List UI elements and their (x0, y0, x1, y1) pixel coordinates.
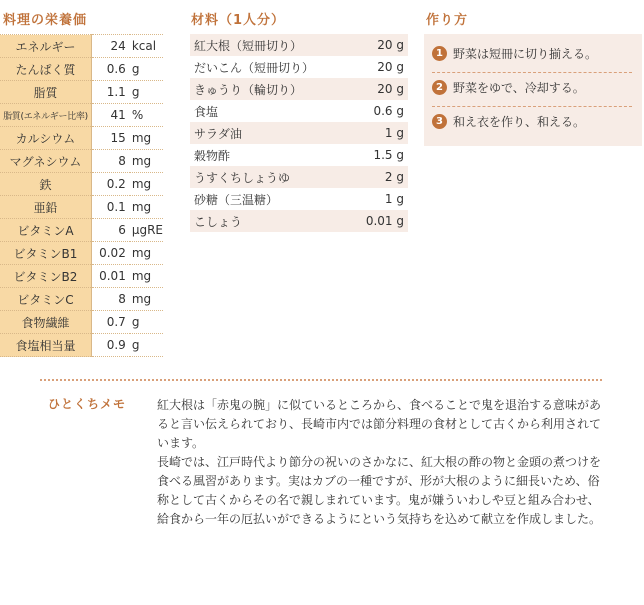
ingredient-row (190, 144, 408, 166)
steps-heading: 作り方 (426, 13, 469, 28)
nutrient-value: 0.6 (91, 58, 129, 81)
nutrient-unit: g (130, 334, 163, 357)
nutrient-value: 8 (91, 288, 129, 311)
nutrient-unit: mg (130, 288, 163, 311)
ingredient-amount: 0.01 g (350, 210, 408, 232)
nutrient-value: 41 (91, 104, 129, 127)
nutrient-value: 0.7 (91, 311, 129, 334)
nutrition-row (0, 196, 163, 219)
nutrient-value: 8 (91, 150, 129, 173)
ingredient-amount: 2 g (350, 166, 408, 188)
step-text: 野菜は短冊に切り揃える。 (453, 46, 598, 61)
nutrient-label: ビタミンA (0, 219, 91, 242)
ingredient-row (190, 56, 408, 78)
ingredient-amount: 1 g (384, 192, 404, 206)
nutrient-value: 0.9 (91, 334, 129, 357)
memo-heading: ひとくちメモ (48, 397, 127, 411)
nutrient-unit: kcal (130, 35, 163, 58)
nutrient-label: エネルギー (0, 35, 91, 58)
nutrient-value: 0.1 (91, 196, 129, 219)
nutrient-value: 0.02 (91, 242, 129, 265)
step-item (432, 76, 632, 98)
memo-paragraph: 紅大根は「赤鬼の腕」に似ているところから、食べることで鬼を退治する意味があると言い伝えられており、長崎市内では節分料理の食材として古くから利用されています。 (157, 398, 602, 450)
nutrition-row (0, 173, 163, 196)
nutrition-row (0, 150, 163, 173)
ingredient-row (190, 78, 408, 100)
nutrition-row (0, 288, 163, 311)
nutrient-label: マグネシウム (0, 150, 91, 173)
nutrient-unit: % (130, 104, 163, 127)
nutrition-row (0, 35, 163, 58)
nutrition-row (0, 265, 163, 288)
nutrient-unit: mg (130, 242, 163, 265)
ingredients-table (190, 34, 408, 232)
memo-paragraph: 長崎では、江戸時代より節分の祝いのさかなに、紅大根の酢の物と金頭の煮つけを食べる風習があります。実はカブの一種ですが、形が大根のように細長いため、俗称として古くからその名で親しまれています。鬼が嫌ういわしや豆と組み合わせ、給食から一年の厄払いができるようにという気持ちを込めて献立を作成しました。 (157, 455, 602, 526)
step-number-badge: 2 (432, 80, 447, 95)
nutrition-row (0, 127, 163, 150)
ingredient-name: きゅうり（輪切り） (190, 78, 350, 100)
nutrient-value: 24 (91, 35, 129, 58)
nutrition-row (0, 219, 163, 242)
step-number-badge: 1 (432, 46, 447, 61)
nutrient-unit: mg (130, 196, 163, 219)
nutrition-row (0, 242, 163, 265)
nutrient-unit: g (130, 81, 163, 104)
ingredient-name: こしょう (190, 210, 350, 232)
step-divider (432, 72, 632, 73)
memo-divider (40, 379, 602, 381)
nutrient-unit: μgRE (130, 219, 163, 242)
nutrient-unit: mg (130, 150, 163, 173)
ingredient-name: 穀物酢 (194, 148, 231, 163)
step-item (432, 110, 632, 132)
nutrition-row (0, 81, 163, 104)
nutrition-heading: 料理の栄養価 (3, 13, 88, 28)
ingredient-amount: 20 g (377, 60, 404, 74)
ingredient-name: サラダ油 (190, 122, 350, 144)
nutrient-label: 食物繊維 (0, 311, 91, 334)
ingredient-name: 紅大根（短冊切り） (190, 34, 350, 56)
nutrient-label: 脂質(エネルギー比率) (0, 104, 91, 127)
nutrient-label: 鉄 (0, 173, 91, 196)
ingredient-amount: 0.6 g (373, 104, 404, 118)
nutrient-label: 脂質 (0, 81, 91, 104)
nutrient-value: 0.2 (91, 173, 129, 196)
ingredient-name: だいこん（短冊切り） (194, 60, 315, 75)
nutrient-unit: g (130, 58, 163, 81)
nutrient-label: たんぱく質 (0, 58, 91, 81)
nutrient-unit: mg (130, 265, 163, 288)
ingredient-name: 砂糖（三温糖） (194, 192, 279, 207)
nutrient-label: ビタミンC (0, 288, 91, 311)
step-divider (432, 106, 632, 107)
nutrition-row (0, 104, 163, 127)
nutrient-value: 0.01 (91, 265, 129, 288)
nutrient-label: 食塩相当量 (0, 334, 91, 357)
ingredient-name: うすくちしょうゆ (190, 166, 350, 188)
ingredient-amount: 20 g (350, 78, 408, 100)
nutrient-value: 6 (91, 219, 129, 242)
ingredient-row (190, 166, 408, 188)
memo-body (157, 396, 605, 529)
nutrient-label: カルシウム (0, 127, 91, 150)
nutrient-unit: g (130, 311, 163, 334)
ingredient-row (190, 34, 408, 56)
nutrition-row (0, 334, 163, 357)
nutrient-label: ビタミンB2 (0, 265, 91, 288)
steps-box (424, 34, 642, 146)
nutrient-label: 亜鉛 (0, 196, 91, 219)
step-text: 野菜をゆで、冷却する。 (453, 80, 585, 95)
ingredient-row (190, 122, 408, 144)
nutrition-row (0, 311, 163, 334)
step-number-badge: 3 (432, 114, 447, 129)
nutrition-row (0, 58, 163, 81)
ingredient-amount: 1.5 g (373, 148, 404, 162)
ingredients-heading: 材料（1人分） (191, 13, 286, 28)
nutrient-value: 15 (91, 127, 129, 150)
step-text: 和え衣を作り、和える。 (453, 114, 586, 129)
nutrient-unit: mg (130, 127, 163, 150)
step-item (432, 42, 632, 64)
ingredient-amount: 20 g (350, 34, 408, 56)
ingredient-row (190, 210, 408, 232)
nutrient-unit: mg (130, 173, 163, 196)
ingredient-row (190, 100, 408, 122)
nutrient-label: ビタミンB1 (0, 242, 91, 265)
ingredient-amount: 1 g (350, 122, 408, 144)
ingredient-row (190, 188, 408, 210)
ingredient-name: 食塩 (194, 104, 219, 119)
nutrition-table (0, 34, 163, 357)
nutrient-value: 1.1 (91, 81, 129, 104)
